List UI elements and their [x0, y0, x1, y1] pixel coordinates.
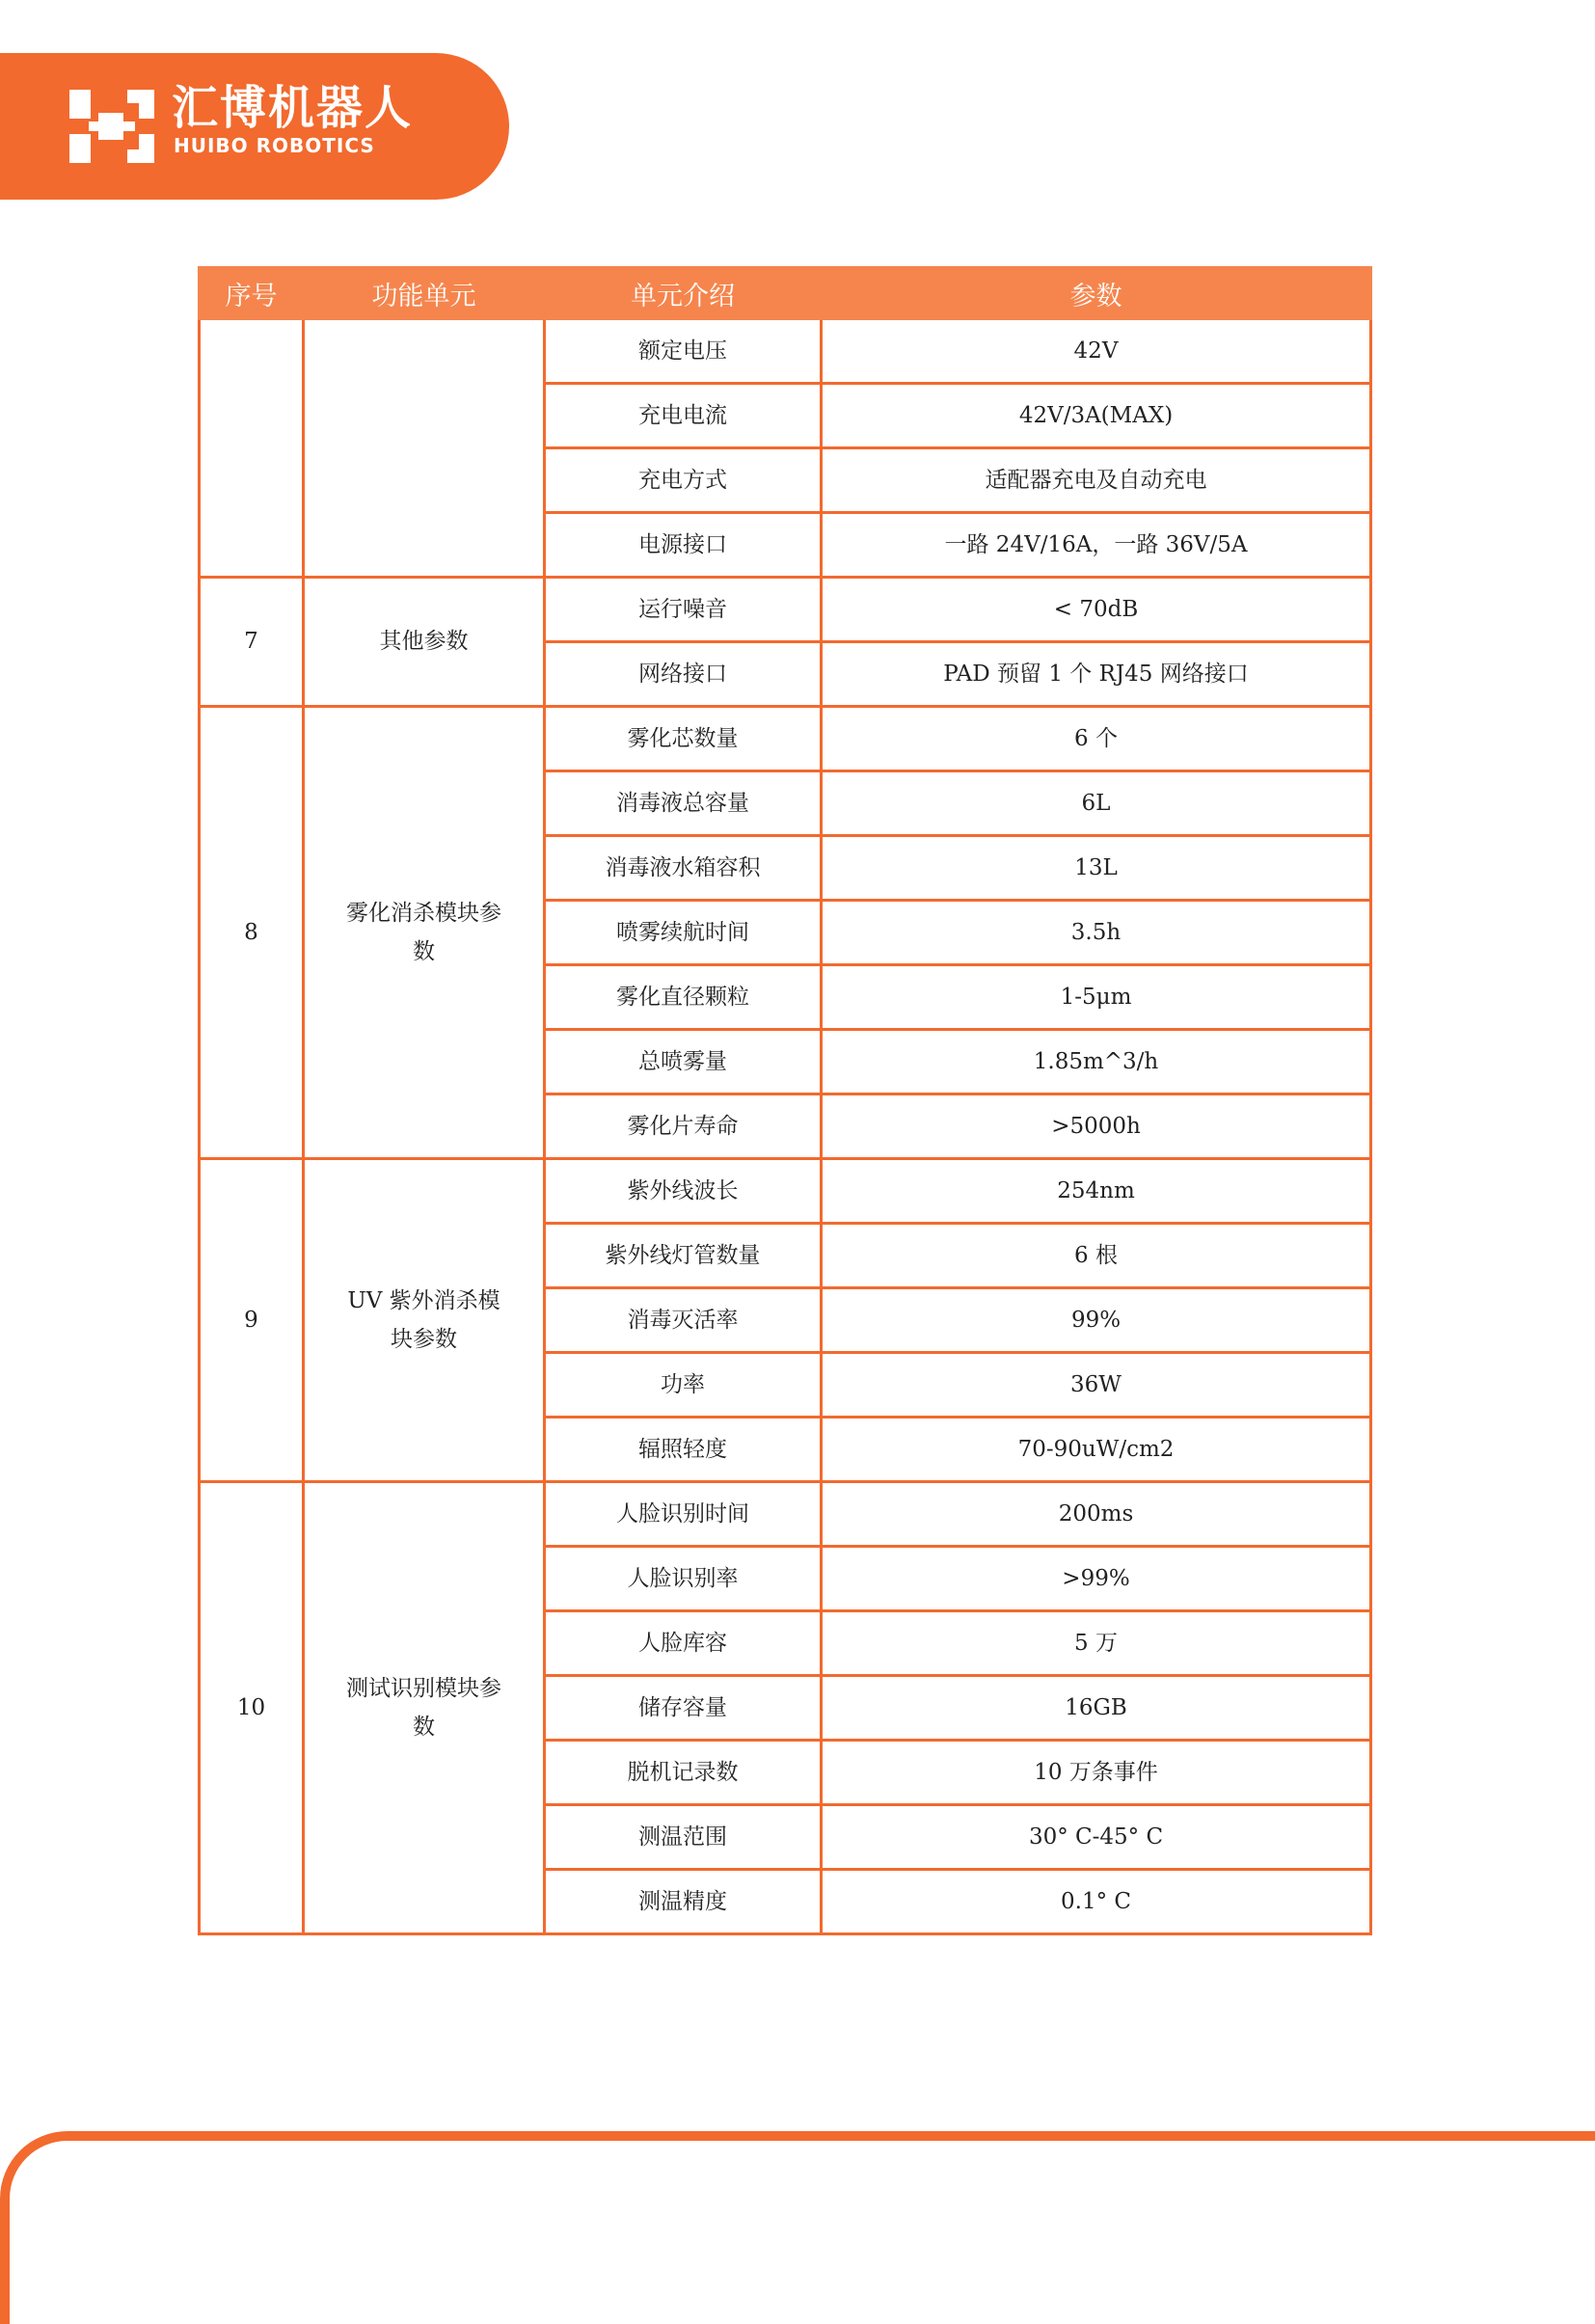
row-value: 适配器充电及自动充电: [822, 448, 1371, 513]
row-item: 运行噪音: [545, 578, 822, 642]
row-item: 网络接口: [545, 642, 822, 707]
row-value: >5000h: [822, 1094, 1371, 1159]
brand-name-en: HUIBO ROBOTICS: [174, 134, 375, 157]
row-item: 人脸识别率: [545, 1547, 822, 1611]
header-value: 参数: [822, 268, 1371, 319]
group-unit: [304, 319, 545, 578]
row-item: 雾化片寿命: [545, 1094, 822, 1159]
group-unit: UV 紫外消杀模块参数: [304, 1159, 545, 1482]
row-value: 30° C-45° C: [822, 1805, 1371, 1870]
row-value: 36W: [822, 1353, 1371, 1418]
row-item: 测温范围: [545, 1805, 822, 1870]
spec-table-body: [200, 319, 1371, 1934]
row-item: 雾化直径颗粒: [545, 965, 822, 1030]
row-value: 13L: [822, 836, 1371, 901]
row-item: 辐照轻度: [545, 1418, 822, 1482]
row-item: 充电方式: [545, 448, 822, 513]
row-value: PAD 预留 1 个 RJ45 网络接口: [822, 642, 1371, 707]
header-index: 序号: [200, 268, 304, 319]
row-value: >99%: [822, 1547, 1371, 1611]
row-item: 功率: [545, 1353, 822, 1418]
row-value: 200ms: [822, 1482, 1371, 1547]
row-value: < 70dB: [822, 578, 1371, 642]
row-item: 消毒液总容量: [545, 771, 822, 836]
row-item: 额定电压: [545, 319, 822, 384]
row-item: 电源接口: [545, 513, 822, 578]
group-unit: 雾化消杀模块参数: [304, 707, 545, 1159]
table-row: [200, 1482, 1371, 1547]
row-value: 16GB: [822, 1676, 1371, 1741]
huibo-logo-icon: [69, 90, 154, 163]
table-row: [200, 578, 1371, 642]
row-value: 1.85m^3/h: [822, 1030, 1371, 1094]
row-item: 紫外线灯管数量: [545, 1224, 822, 1288]
brand-name-cn: 汇博机器人: [172, 81, 414, 135]
group-index: 8: [200, 707, 304, 1159]
group-index: 9: [200, 1159, 304, 1482]
row-item: 储存容量: [545, 1676, 822, 1741]
row-value: 42V/3A(MAX): [822, 384, 1371, 448]
table-row: [200, 707, 1371, 771]
row-value: 10 万条事件: [822, 1741, 1371, 1805]
group-index: 10: [200, 1482, 304, 1934]
row-value: 6 个: [822, 707, 1371, 771]
row-item: 雾化芯数量: [545, 707, 822, 771]
row-value: 99%: [822, 1288, 1371, 1353]
row-value: 3.5h: [822, 901, 1371, 965]
group-unit: 其他参数: [304, 578, 545, 707]
row-value: 5 万: [822, 1611, 1371, 1676]
row-item: 消毒灭活率: [545, 1288, 822, 1353]
row-item: 消毒液水箱容积: [545, 836, 822, 901]
table-row: [200, 1159, 1371, 1224]
row-value: 0.1° C: [822, 1870, 1371, 1934]
row-item: 脱机记录数: [545, 1741, 822, 1805]
row-item: 紫外线波长: [545, 1159, 822, 1224]
spec-table: [198, 266, 1372, 1935]
table-row: [200, 319, 1371, 384]
header-item: 单元介绍: [545, 268, 822, 319]
row-item: 测温精度: [545, 1870, 822, 1934]
row-item: 总喷雾量: [545, 1030, 822, 1094]
group-index: [200, 319, 304, 578]
group-unit: 测试识别模块参数: [304, 1482, 545, 1934]
group-index: 7: [200, 578, 304, 707]
header-unit: 功能单元: [304, 268, 545, 319]
footer-band: [0, 2131, 1595, 2324]
row-item: 人脸库容: [545, 1611, 822, 1676]
row-value: 6L: [822, 771, 1371, 836]
row-value: 42V: [822, 319, 1371, 384]
row-item: 人脸识别时间: [545, 1482, 822, 1547]
row-value: 1-5μm: [822, 965, 1371, 1030]
row-value: 6 根: [822, 1224, 1371, 1288]
spec-table-header: [200, 268, 1371, 319]
row-item: 充电电流: [545, 384, 822, 448]
row-value: 254nm: [822, 1159, 1371, 1224]
row-value: 70-90uW/cm2: [822, 1418, 1371, 1482]
row-value: 一路 24V/16A，一路 36V/5A: [822, 513, 1371, 578]
row-item: 喷雾续航时间: [545, 901, 822, 965]
